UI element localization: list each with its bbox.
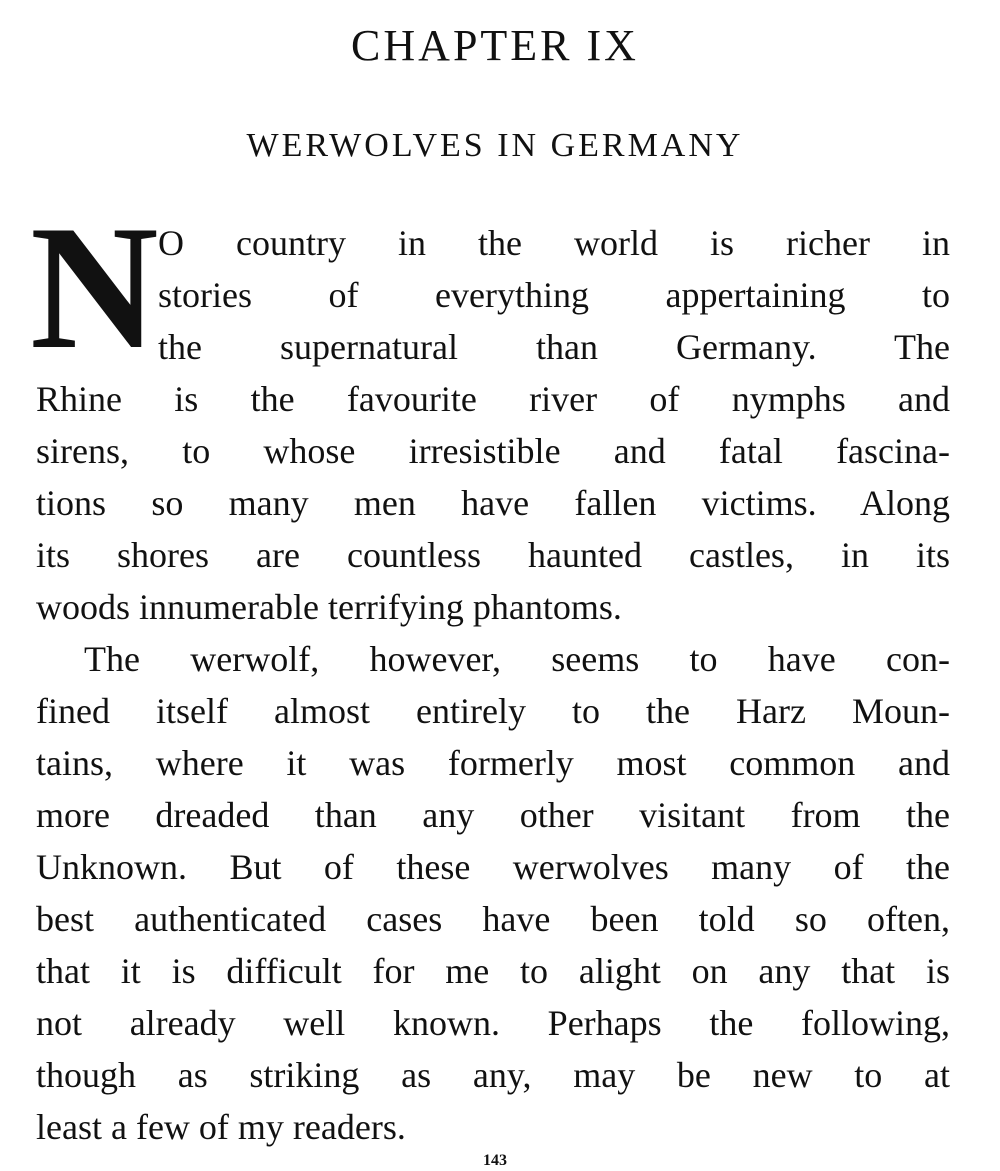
chapter-title: WERWOLVES IN GERMANY [246,127,744,164]
text-line: woods innumerable terrifying phantoms. [36,587,622,627]
text-line: not already well known. Perhaps the following, [36,1003,950,1043]
text-line: its shores are countless haunted castles, in its [36,535,950,575]
text-line: The werwolf, however, seems to have con- [84,639,950,679]
drop-cap-initial: N [30,188,159,386]
text-line: fined itself almost entirely to the Harz Moun- [36,691,950,731]
text-line: sirens, to whose irresistible and fatal fascina- [36,431,950,471]
text-line: more dreaded than any other visitant from the [36,795,950,835]
text-line: tions so many men have fallen victims. Along [36,483,950,523]
text-line: least a few of my readers. [36,1107,406,1147]
text-line: Unknown. But of these werwolves many of the [36,847,950,887]
text-line: Rhine is the favourite river of nymphs and [36,379,950,419]
text-line: tains, where it was formerly most common and [36,743,950,783]
text-line: that it is difficult for me to alight on any that is [36,951,950,991]
page-number: 143 [483,1152,507,1169]
text-line: O country in the world is richer in [158,223,950,263]
text-line: best authenticated cases have been told so often, [36,899,950,939]
chapter-number: CHAPTER IX [351,21,639,70]
text-line: the supernatural than Germany. The [158,327,950,367]
text-line: stories of everything appertaining to [158,275,950,315]
text-line: though as striking as any, may be new to at [36,1055,950,1095]
